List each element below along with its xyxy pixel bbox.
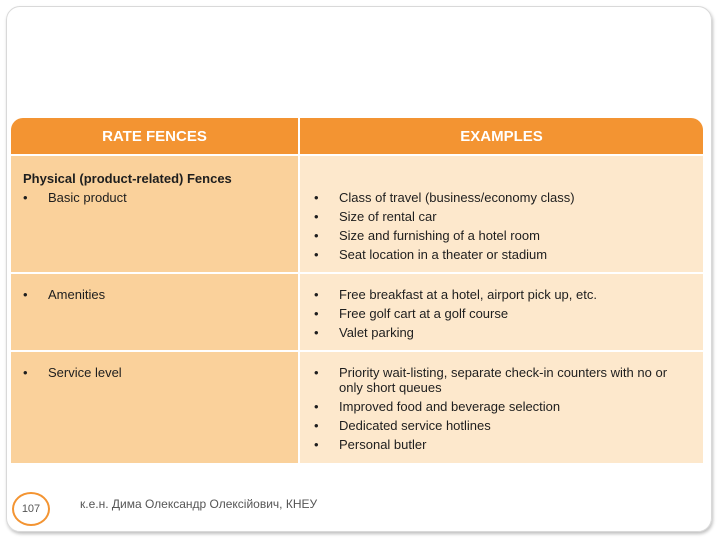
- examples-cell: [300, 274, 703, 350]
- page-number-badge: 107: [12, 492, 50, 526]
- table-header: [11, 118, 703, 154]
- rate-fences-table: [11, 118, 703, 463]
- example-item: [314, 365, 691, 395]
- example-item: [314, 399, 691, 414]
- fence-item: [23, 190, 286, 205]
- examples-cell: [300, 156, 703, 272]
- bullet-icon: •: [314, 399, 319, 414]
- bullet-icon: •: [314, 209, 319, 224]
- example-label: Free golf cart at a golf course: [339, 306, 509, 321]
- bullet-icon: •: [314, 365, 319, 380]
- example-item: [314, 190, 691, 205]
- examples-cell: [300, 352, 703, 463]
- example-label: Seat location in a theater or stadium: [339, 247, 548, 262]
- fence-item: [23, 365, 286, 380]
- example-item: [314, 209, 691, 224]
- bullet-icon: •: [314, 247, 319, 262]
- bullet-icon: •: [314, 306, 319, 321]
- bullet-icon: •: [314, 418, 319, 433]
- fence-title: Physical (product-related) Fences: [23, 171, 232, 186]
- example-item: [314, 418, 691, 433]
- fence-item-label: Service level: [48, 365, 122, 380]
- example-label: Class of travel (business/economy class): [339, 190, 575, 205]
- example-item: [314, 306, 691, 321]
- example-item: [314, 287, 691, 302]
- example-label: Free breakfast at a hotel, airport pick up, etc.: [339, 287, 597, 302]
- bullet-icon: •: [23, 287, 28, 302]
- bullet-icon: •: [314, 437, 319, 452]
- example-label: Dedicated service hotlines: [339, 418, 491, 433]
- example-item: [314, 437, 691, 452]
- fence-item-label: Amenities: [48, 287, 106, 302]
- fence-item-label: Basic product: [48, 190, 127, 205]
- bullet-icon: •: [314, 228, 319, 243]
- example-item: [314, 228, 691, 243]
- example-label: Improved food and beverage selection: [339, 399, 561, 414]
- header-examples: EXAMPLES: [460, 127, 543, 145]
- header-rate-fences: RATE FENCES: [11, 118, 300, 154]
- fence-item: [23, 287, 286, 302]
- fence-cell: [11, 274, 300, 350]
- table-row: [11, 350, 703, 463]
- example-label: Personal butler: [339, 437, 427, 452]
- bullet-icon: •: [314, 190, 319, 205]
- bullet-icon: •: [23, 365, 28, 380]
- fence-cell: [11, 156, 300, 272]
- example-label: Priority wait-listing, separate check-in counters with no or only short queues: [339, 365, 668, 395]
- example-item: [314, 247, 691, 262]
- bullet-icon: •: [314, 325, 319, 340]
- example-label: Size of rental car: [339, 209, 437, 224]
- bullet-icon: •: [23, 190, 28, 205]
- example-label: Size and furnishing of a hotel room: [339, 228, 540, 243]
- example-item: [314, 325, 691, 340]
- fence-cell: [11, 352, 300, 463]
- table-row: [11, 272, 703, 350]
- bullet-icon: •: [314, 287, 319, 302]
- table-row: [11, 154, 703, 272]
- footer-author: к.е.н. Дима Олександр Олексійович, КНЕУ: [80, 497, 318, 511]
- example-label: Valet parking: [339, 325, 414, 340]
